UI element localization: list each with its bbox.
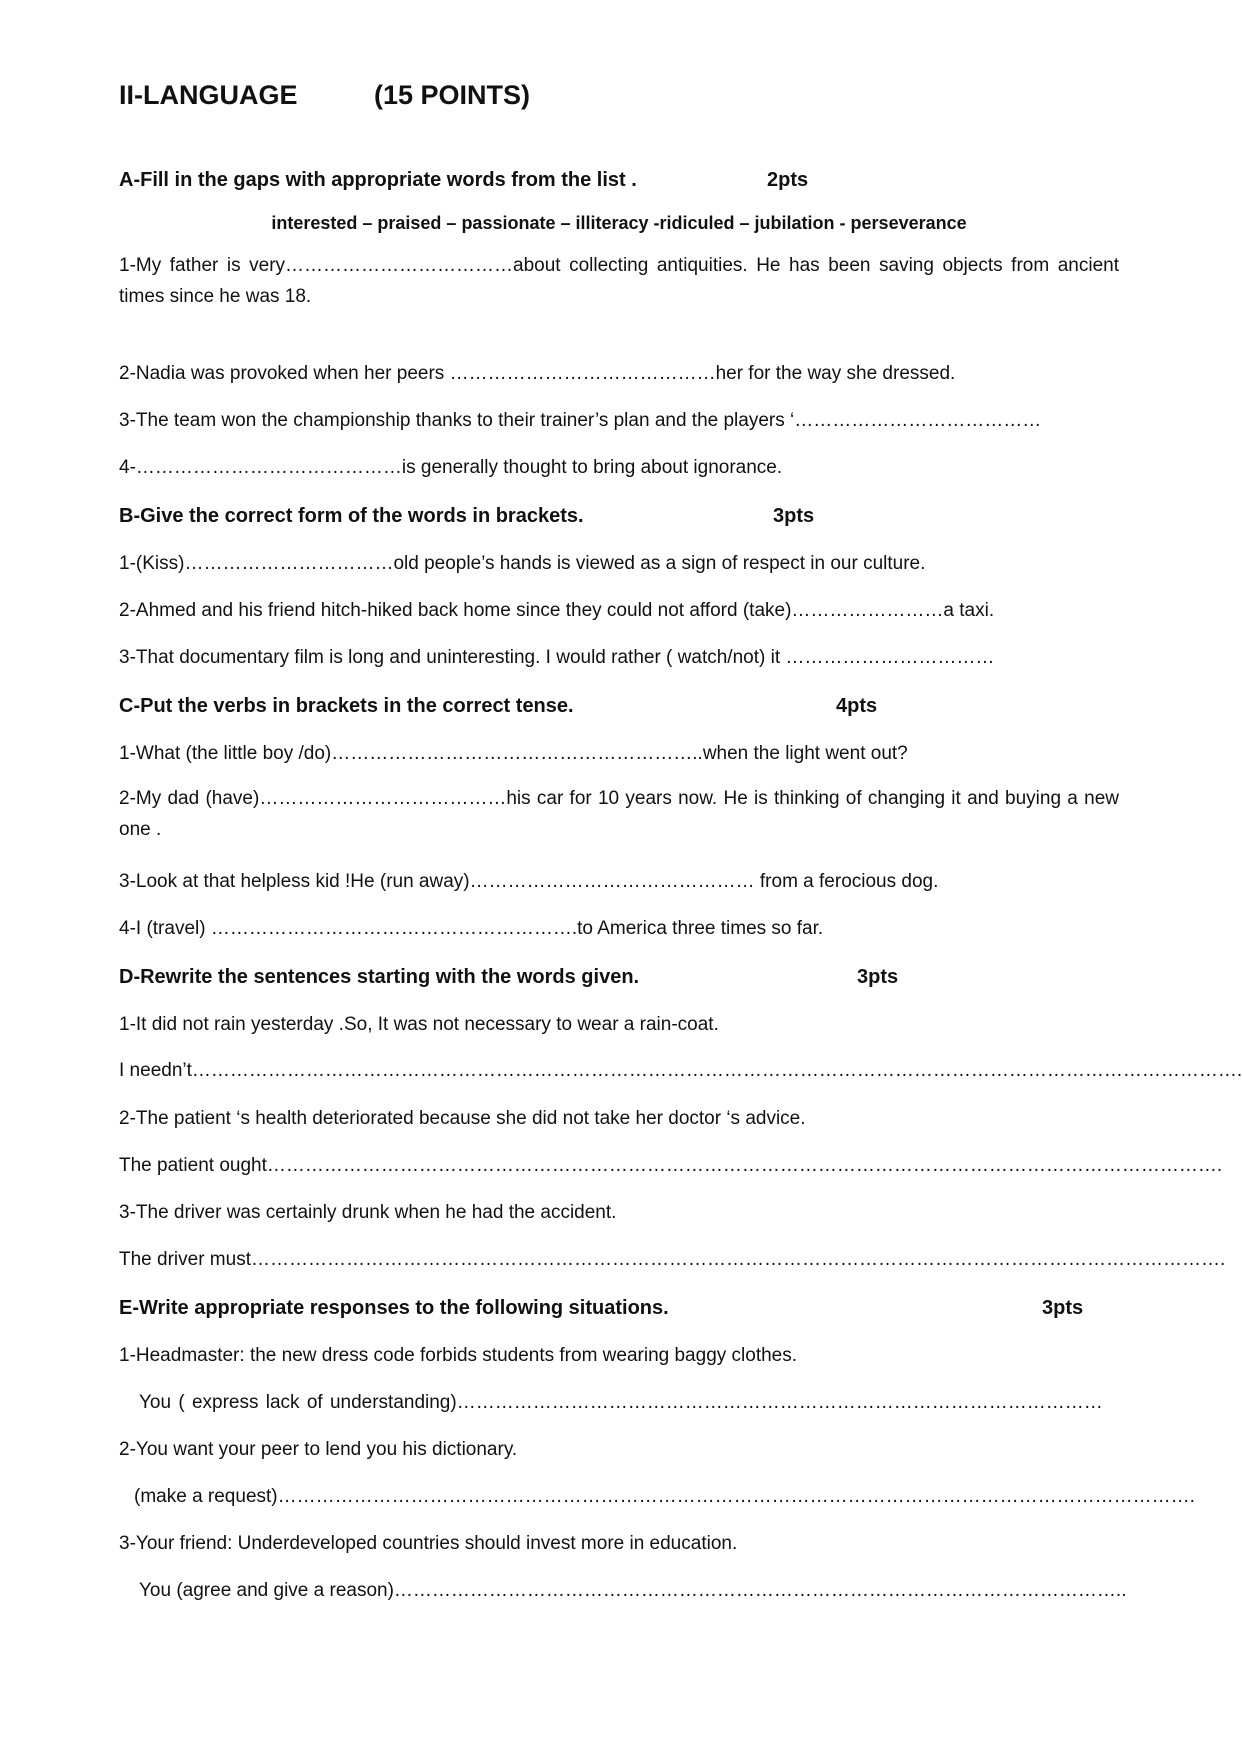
page-title <box>119 80 531 111</box>
section-c-heading-text: C-Put the verbs in brackets in the correct tense. <box>119 695 574 717</box>
section-d-item-2: 2-The patient ‘s health deteriorated because she did not take her doctor ‘s advice. <box>119 1108 806 1129</box>
section-a-item-1: 1-My father is very………………………………about collecting antiquities. He has been saving objects from ancient times since he was 18. <box>119 255 1119 307</box>
section-c-item-3: 3-Look at that helpless kid !He (run away)……………………………………… from a ferocious dog. <box>119 871 939 892</box>
section-b-points: 3pts <box>773 505 815 527</box>
section-d-answer-3: The driver must………………………………………………………………………………………………………………………………………. <box>119 1249 1226 1270</box>
section-c-heading <box>119 693 878 719</box>
section-a-points: 2pts <box>767 169 809 191</box>
section-b-item-1: 1-(Kiss)……………………………old people’s hands is viewed as a sign of respect in our culture. <box>119 553 926 574</box>
section-b-item-2: 2-Ahmed and his friend hitch-hiked back home since they could not afford (take)……………………a taxi. <box>119 600 995 621</box>
section-d-heading-text: D-Rewrite the sentences starting with the words given. <box>119 966 640 988</box>
section-e-item-3: 3-Your friend: Underdeveloped countries should invest more in education. <box>119 1533 738 1554</box>
section-d-answer-1: I needn’t…………………………………………………………………………………………………………………………………………………. <box>119 1060 1242 1081</box>
section-b-heading-text: B-Give the correct form of the words in brackets. <box>119 505 584 527</box>
section-e-answer-1: You ( express lack of understanding)………………………………………………………………………………………… <box>139 1392 1103 1413</box>
title-points: (15 POINTS) <box>374 80 531 110</box>
section-d-item-1: 1-It did not rain yesterday .So, It was not necessary to wear a rain-coat. <box>119 1014 719 1035</box>
section-d-points: 3pts <box>857 966 899 988</box>
section-b-item-3: 3-That documentary film is long and uninteresting. I would rather ( watch/not) it …………………………… <box>119 647 995 668</box>
section-c-item-2: 2-My dad (have)…………………………………his car for 10 years now. He is thinking of changing it and buying a new one . <box>119 788 1119 840</box>
title-label: II-LANGUAGE <box>119 80 298 110</box>
section-d-answer-2: The patient ought……………………………………………………………………………………………………………………………………. <box>119 1155 1223 1176</box>
section-e-heading-text: E-Write appropriate responses to the following situations. <box>119 1297 669 1319</box>
section-e-points: 3pts <box>1042 1297 1084 1319</box>
section-e-answer-3: You (agree and give a reason)…………………………………………………………………………………………………….. <box>139 1580 1127 1601</box>
section-c-item-4: 4-I (travel) ………………………………………………….to America three times so far. <box>119 918 824 939</box>
section-a-item-4: 4-……………………………………is generally thought to bring about ignorance. <box>119 457 783 478</box>
section-d-item-3: 3-The driver was certainly drunk when he had the accident. <box>119 1202 617 1223</box>
section-a-heading <box>119 167 809 193</box>
section-c-points: 4pts <box>836 695 878 717</box>
section-a-item-3: 3-The team won the championship thanks to their trainer’s plan and the players ‘………………………………… <box>119 410 1042 431</box>
section-e-item-1: 1-Headmaster: the new dress code forbids students from wearing baggy clothes. <box>119 1345 798 1366</box>
section-e-item-2: 2-You want your peer to lend you his dictionary. <box>119 1439 518 1460</box>
section-e-heading <box>119 1295 1084 1321</box>
section-c-item-1: 1-What (the little boy /do)…………………………………………………..when the light went out? <box>119 743 908 764</box>
section-e-answer-2: (make a request)………………………………………………………………………………………………………………………………. <box>134 1486 1195 1507</box>
section-b-heading <box>119 503 815 529</box>
section-a-heading-text: A-Fill in the gaps with appropriate words from the list . <box>119 169 637 191</box>
section-a-item-2: 2-Nadia was provoked when her peers ……………………………………her for the way she dressed. <box>119 363 956 384</box>
section-d-heading <box>119 964 899 990</box>
word-list: interested – praised – passionate – illiteracy -ridiculed – jubilation - perseverance <box>271 213 967 233</box>
